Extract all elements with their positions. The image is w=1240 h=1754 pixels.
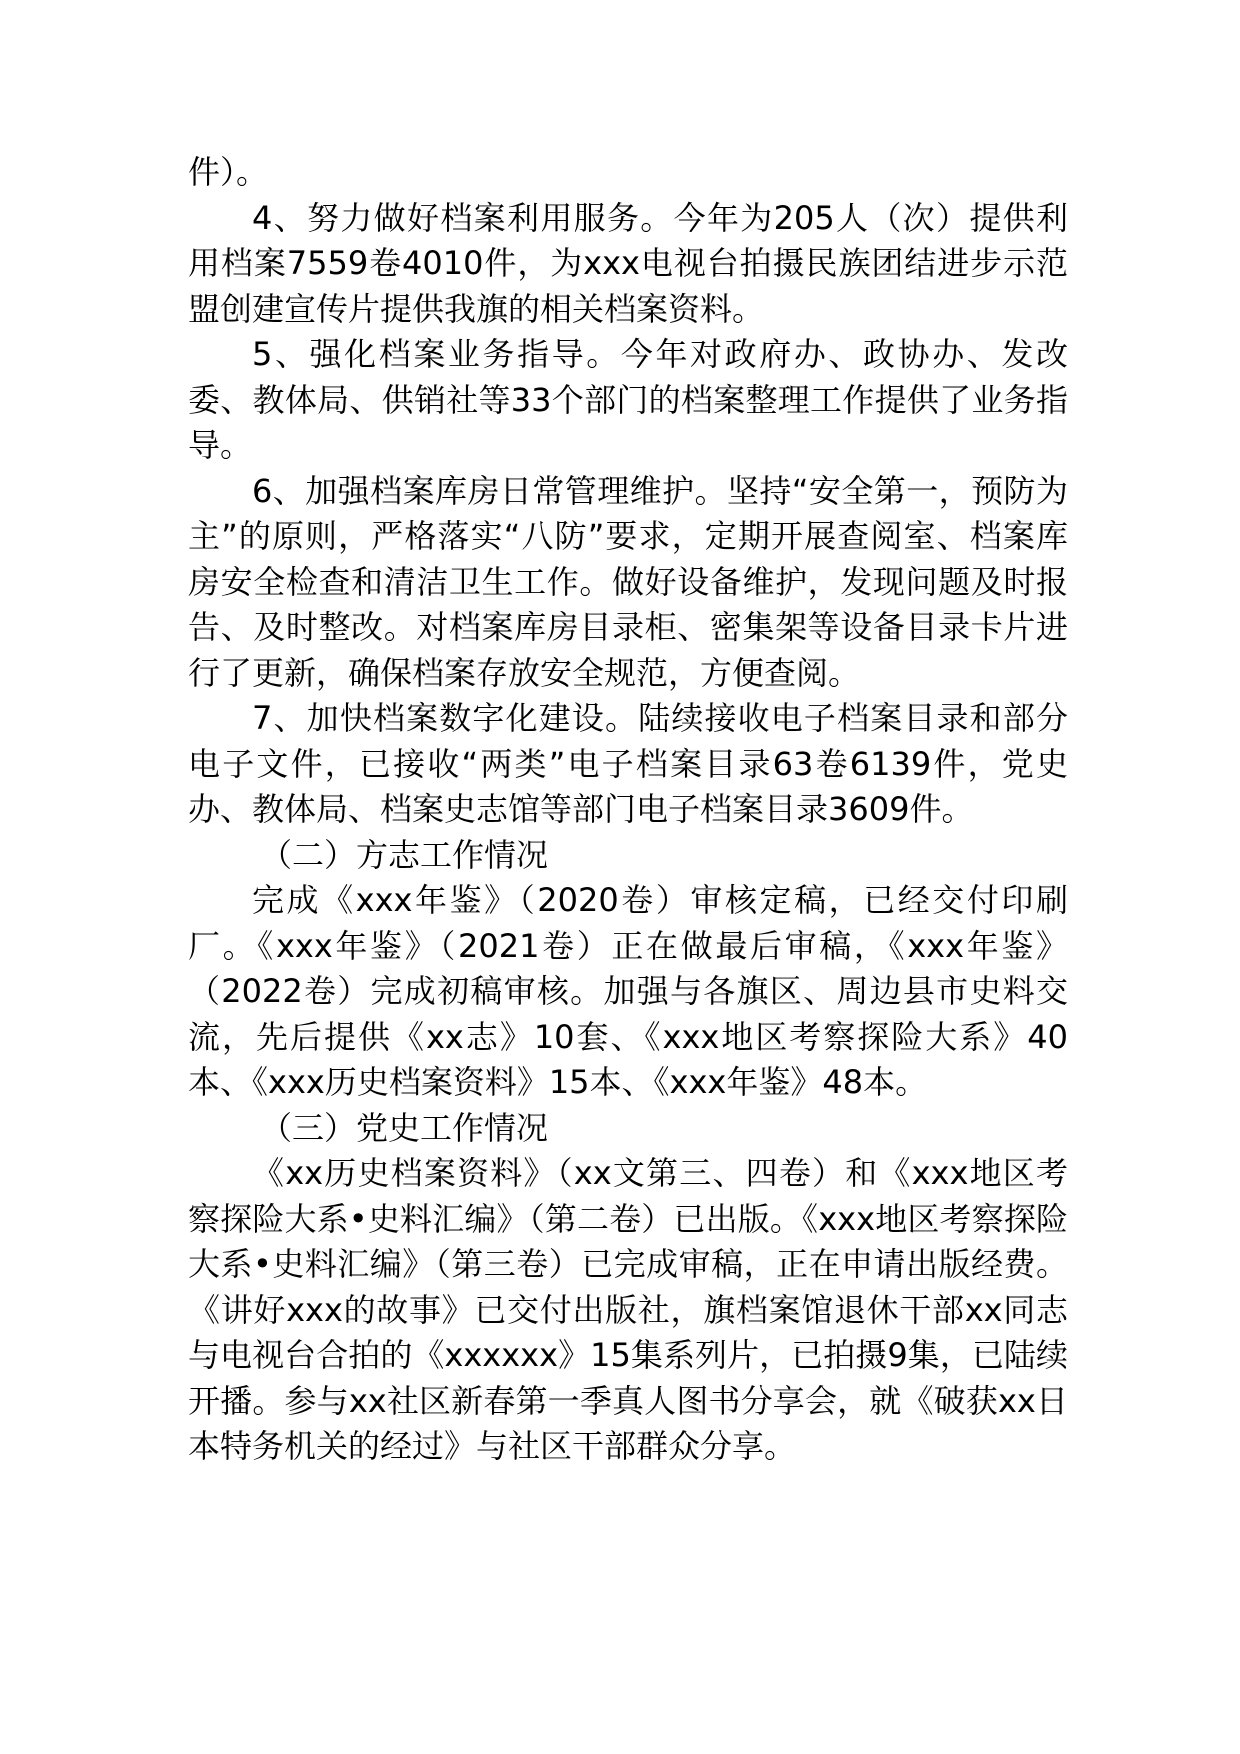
section-heading-party-history: （三）党史工作情况 [260,1108,549,1147]
document-page [188,150,1068,1470]
paragraph-digitization: 7、加快档案数字化建设。陆续接收电子档案目录和部分电子文件，已接收“两类”电子档案目录63卷6139件，党史办、教体局、档案史志馆等部门电子档案目录3609件。 [188,699,1068,828]
paragraph-business-guidance: 5、强化档案业务指导。今年对政府办、政协办、发改委、教体局、供销社等33个部门的档案整理工作提供了业务指导。 [188,335,1068,464]
paragraph-party-history-work: 《xx历史档案资料》（xx文第三、四卷）和《xxx地区考察探险大系•史料汇编》（第二卷）已出版。《xxx地区考察探险大系•史料汇编》（第三卷）已完成审稿，正在申请出版经费。《讲好xxx的故事》已交付出版社，旗档案馆退休干部xx同志与电视台合拍的《xxxxxx》15集系列片，已拍摄9集，已陆续开播。参与xx社区新春第一季真人图书分享会，就《破获xx日本特务机关的经过》与社区干部群众分享。 [188,1154,1068,1465]
paragraph-yearbook-work: 完成《xxx年鉴》（2020卷）审核定稿，已经交付印刷厂。《xxx年鉴》（2021卷）正在做最后审稿，《xxx年鉴》（2022卷）完成初稿审核。加强与各旗区、周边县市史料交流，先后提供《xx志》10套、《xxx地区考察探险大系》40本、《xxx历史档案资料》15本、《xxx年鉴》48本。 [188,881,1068,1101]
paragraph-warehouse-maintenance: 6、加强档案库房日常管理维护。坚持“安全第一，预防为主”的原则，严格落实“八防”要求，定期开展查阅室、档案库房安全检查和清洁卫生工作。做好设备维护，发现问题及时报告、及时整改。对档案库房目录柜、密集架等设备目录卡片进行了更新，确保档案存放安全规范，方便查阅。 [188,471,1068,692]
section-heading-local-chronicles: （二）方志工作情况 [260,835,549,874]
paragraph-continuation: 件）。 [188,153,269,191]
paragraph-archive-service: 4、努力做好档案利用服务。今年为205人（次）提供利用档案7559卷4010件，为xxx电视台拍摄民族团结进步示范盟创建宣传片提供我旗的相关档案资料。 [188,198,1068,328]
